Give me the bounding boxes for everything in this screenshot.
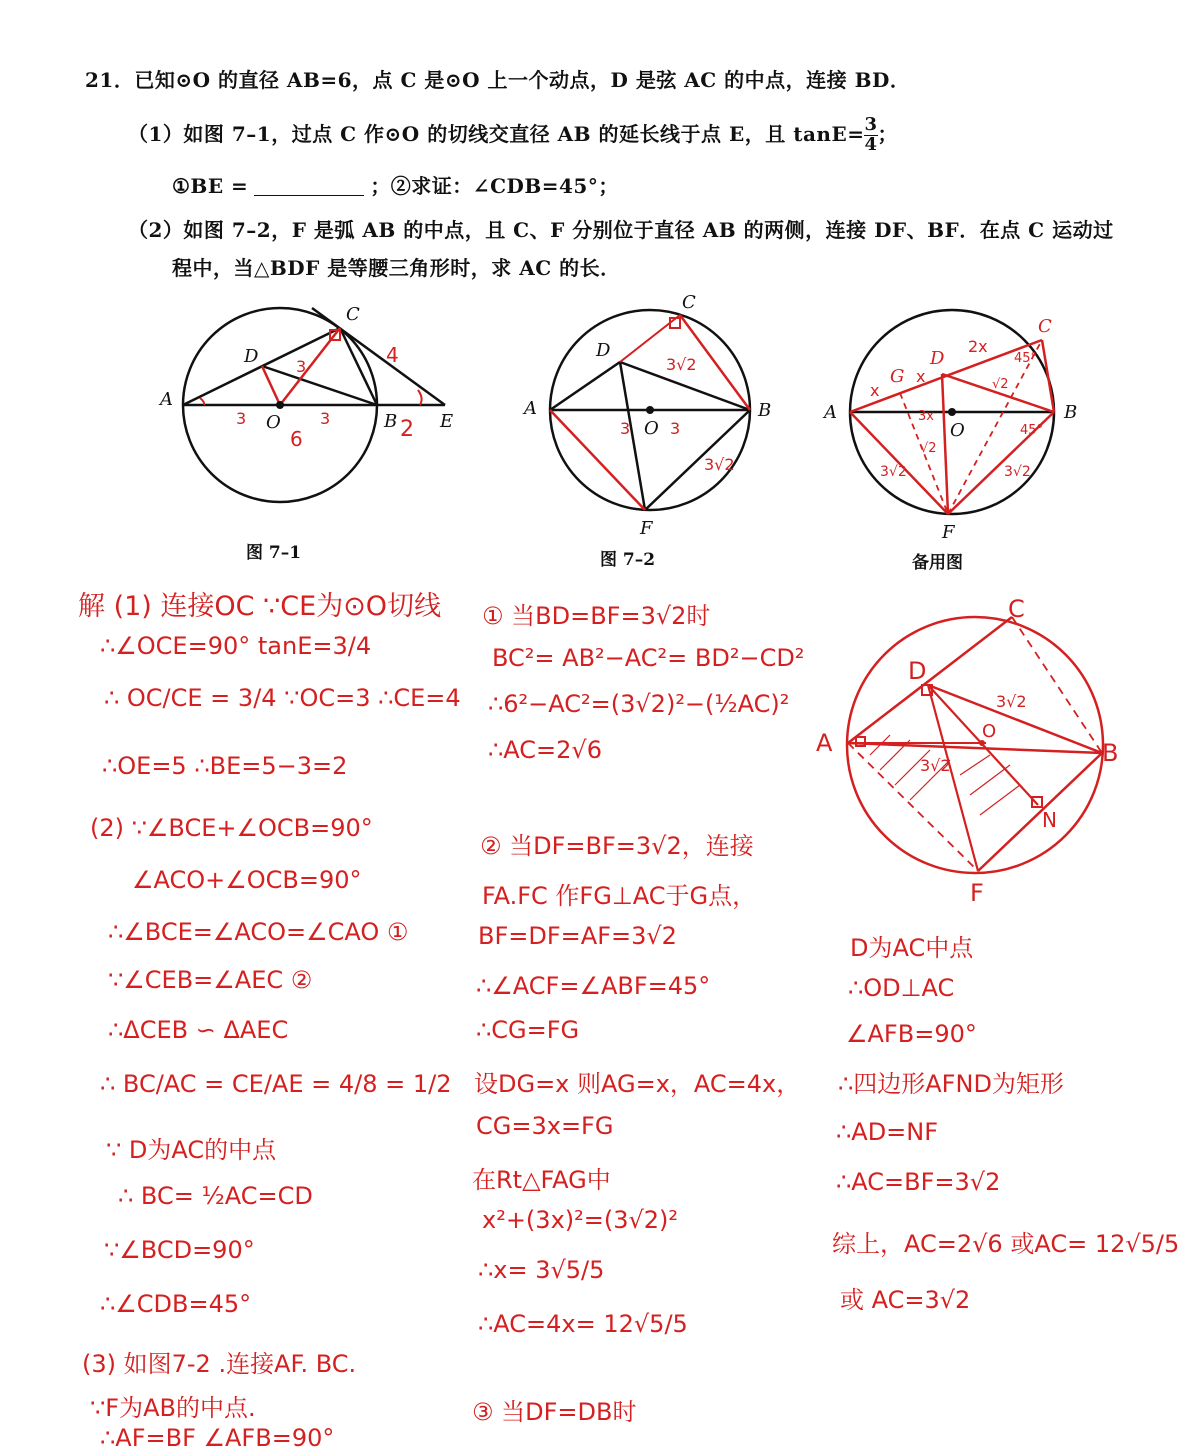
mark-2: 2 — [400, 417, 414, 442]
label-O: O — [266, 412, 281, 433]
sol2-line-3: ∴6²−AC²=(3√2)²−(½AC)² — [488, 690, 790, 718]
sol3-line-4: ∴四边形AFND为矩形 — [838, 1070, 1064, 1098]
mark-45a: 45° — [1014, 351, 1038, 366]
label-O: O — [950, 420, 965, 441]
label-A: A — [160, 389, 173, 410]
mark-3r2b: 3√2 — [920, 756, 951, 775]
figure-7-2 — [520, 290, 780, 539]
label-C: C — [1038, 316, 1052, 337]
sol3-line-3: ∠AFB=90° — [846, 1020, 977, 1048]
sol1-line-10: ∴ BC/AC = CE/AE = 4/8 = 1/2 — [100, 1070, 452, 1098]
label-A: A — [524, 398, 537, 419]
figure-backup — [820, 290, 1090, 543]
label-N: N — [1042, 808, 1057, 832]
question-line-2: （1）如图 7–1，过点 C 作⊙O 的切线交直径 AB 的延长线于点 E，且 tanE= $\frac{3}{4}$ ； — [128, 114, 898, 155]
sol2-line-13: x²+(3x)²=(3√2)² — [482, 1206, 679, 1234]
label-D: D — [908, 657, 927, 685]
mark-3b: 3 — [670, 419, 681, 438]
answer-blank — [254, 195, 364, 196]
sol3-line-1: D为AC中点 — [850, 934, 974, 962]
sol1-line-3: ∴ OC/CE = 3/4 ∵OC=3 ∴CE=4 — [104, 684, 461, 712]
sol1-line-16: ∵F为AB的中点. — [90, 1394, 256, 1422]
label-G: G — [890, 366, 905, 387]
sol1-line-2: ∴∠OCE=90° tanE=3/4 — [100, 632, 372, 660]
sol2-line-6: FA.FC 作FG⊥AC于G点， — [482, 882, 757, 910]
sol2-line-7: BF=DF=AF=3√2 — [478, 922, 677, 950]
caption-fig3: 备用图 — [912, 553, 963, 573]
question-line-4: （2）如图 7–2，F 是弧 AB 的中点，且 C、F 分别位于直径 AB 的两侧，连接 DF、BF．在点 C 运动过 — [128, 218, 1114, 242]
sol1-line-7: ∴∠BCE=∠ACO=∠CAO ① — [108, 918, 409, 946]
sol3-line-2: ∴OD⊥AC — [848, 974, 955, 1002]
mark-3r2a: 3√2 — [666, 355, 697, 374]
label-A: A — [824, 402, 837, 423]
figure-handdrawn — [810, 595, 1130, 905]
label-C: C — [682, 292, 696, 313]
sol1-line-15: (3) 如图7-2 .连接AF. BC. — [82, 1350, 357, 1378]
sol2-line-14: ∴x= 3√5/5 — [478, 1256, 605, 1284]
mark-45b: 45° — [1020, 423, 1044, 438]
label-B: B — [1102, 739, 1119, 767]
question-line-1: 21．已知⊙O 的直径 AB=6，点 C 是⊙O 上一个动点，D 是弦 AC 的中点，连接 BD． — [85, 68, 911, 92]
label-D: D — [596, 340, 611, 361]
mark-3r2b: 3√2 — [1004, 464, 1031, 480]
label-O: O — [644, 418, 659, 439]
sol1-line-14: ∴∠CDB=45° — [100, 1290, 252, 1318]
caption-fig1: 图 7–1 — [246, 543, 302, 563]
sol2-line-9: ∴CG=FG — [476, 1016, 580, 1044]
sol2-line-4: ∴AC=2√6 — [488, 736, 602, 764]
label-F: F — [640, 518, 653, 539]
mark-3a: 3 — [620, 419, 631, 438]
mark-3r2b: 3√2 — [704, 455, 735, 474]
tan-fraction: $\frac{3}{4}$ — [864, 114, 878, 155]
label-B: B — [758, 400, 772, 421]
sol1-line-4: ∴OE=5 ∴BE=5−3=2 — [102, 752, 348, 780]
sol1-line-1: 解 (1) 连接OC ∵CE为⊙O切线 — [78, 591, 442, 622]
mark-x1: x — [870, 381, 880, 400]
sol2-line-16: ③ 当DF=DB时 — [472, 1398, 637, 1426]
mark-r2b: √2 — [992, 377, 1009, 392]
label-C: C — [346, 304, 360, 325]
sol1-line-5: (2) ∵∠BCE+∠OCB=90° — [90, 814, 373, 842]
sol3-line-7: 综上，AC=2√6 或AC= 12√5/5 — [832, 1230, 1180, 1258]
label-A: A — [816, 729, 833, 757]
label-F: F — [942, 522, 955, 543]
label-F: F — [970, 879, 984, 907]
label-D: D — [244, 346, 259, 367]
caption-fig2: 图 7–2 — [600, 550, 656, 570]
mark-r2a: √2 — [920, 441, 937, 456]
sol1-line-13: ∵∠BCD=90° — [104, 1236, 255, 1264]
label-D: D — [930, 348, 945, 369]
mark-3x: 3x — [918, 409, 934, 424]
mark-3b: 3 — [320, 409, 331, 428]
question-line-3: ①BE = ；②求证：∠CDB=45°； — [172, 174, 619, 198]
sol3-line-5: ∴AD=NF — [836, 1118, 939, 1146]
sol2-line-1: ① 当BD=BF=3√2时 — [482, 602, 711, 630]
sol1-line-17: ∴AF=BF ∠AFB=90° — [100, 1424, 335, 1452]
label-C: C — [1008, 595, 1025, 623]
sol2-line-10: 设DG=x 则AG=x，AC=4x， — [474, 1070, 801, 1098]
sol2-line-5: ② 当DF=BF=3√2，连接 — [480, 832, 754, 860]
sol2-line-11: CG=3x=FG — [476, 1112, 614, 1140]
sol3-line-8: 或 AC=3√2 — [840, 1286, 971, 1314]
mark-x2: x — [916, 367, 926, 386]
label-O: O — [982, 721, 997, 742]
mark-3r2a: 3√2 — [880, 464, 907, 480]
sol1-line-6: ∠ACO+∠OCB=90° — [132, 866, 362, 894]
mark-3r2a: 3√2 — [996, 692, 1027, 711]
sol2-line-12: 在Rt△FAG中 — [472, 1166, 611, 1194]
sol2-line-2: BC²= AB²−AC²= BD²−CD² — [492, 644, 805, 672]
mark-6: 6 — [290, 427, 303, 451]
sol2-line-15: ∴AC=4x= 12√5/5 — [478, 1310, 688, 1338]
sol3-line-6: ∴AC=BF=3√2 — [836, 1168, 1001, 1196]
sol1-line-12: ∴ BC= ½AC=CD — [118, 1182, 313, 1210]
mark-2x: 2x — [968, 337, 988, 356]
sol1-line-11: ∵ D为AC的中点 — [106, 1136, 277, 1164]
mark-3c: 3 — [296, 357, 307, 376]
mark-3a: 3 — [236, 409, 247, 428]
figure-7-1 — [150, 290, 470, 530]
label-E: E — [440, 411, 454, 432]
mark-4: 4 — [386, 343, 399, 367]
sol1-line-9: ∴ΔCEB ∽ ΔAEC — [108, 1016, 289, 1044]
label-B: B — [384, 411, 398, 432]
question-line-5: 程中，当△BDF 是等腰三角形时，求 AC 的长． — [172, 256, 621, 280]
label-B: B — [1064, 402, 1078, 423]
sol2-line-8: ∴∠ACF=∠ABF=45° — [476, 972, 711, 1000]
sol1-line-8: ∵∠CEB=∠AEC ② — [108, 966, 313, 994]
